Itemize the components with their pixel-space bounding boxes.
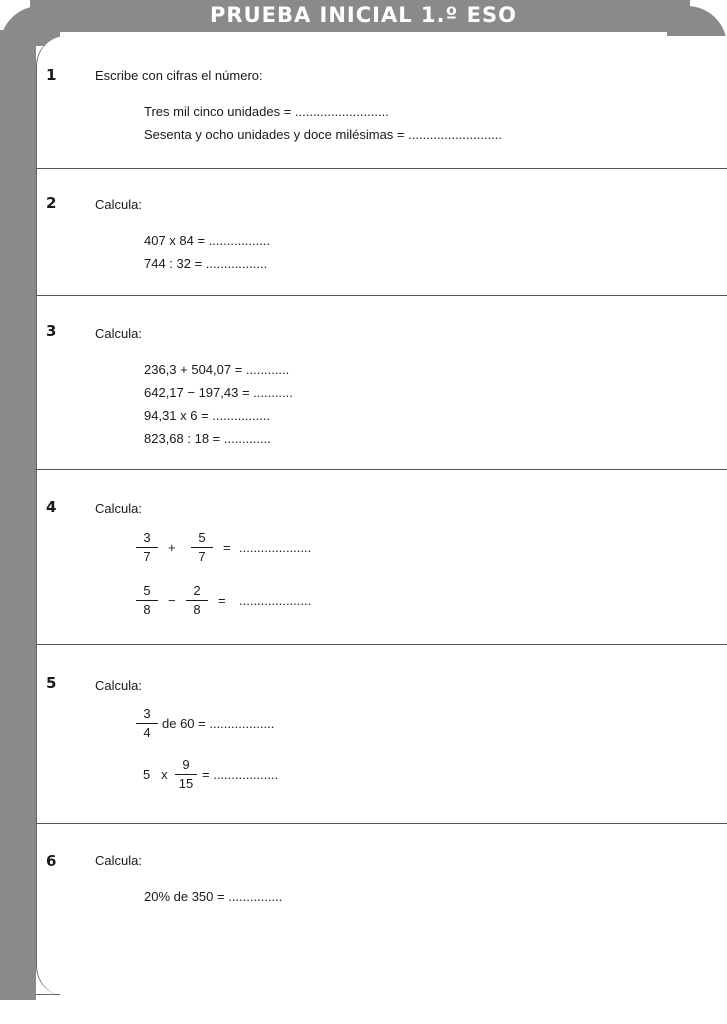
denominator: 7 <box>143 549 151 564</box>
frame-bottom-line <box>36 994 60 995</box>
answer-line: 236,3 + 504,07 = ............ <box>144 362 290 377</box>
page-title: PRUEBA INICIAL 1.º ESO <box>210 3 517 27</box>
fraction <box>136 706 158 741</box>
numerator: 9 <box>182 757 190 772</box>
numerator: 5 <box>198 530 206 545</box>
answer-line: 94,31 x 6 = ................ <box>144 408 271 423</box>
denominator: 4 <box>143 725 151 740</box>
answer-line: 407 x 84 = ................. <box>144 233 271 248</box>
fraction <box>136 530 158 565</box>
fraction-bar <box>186 600 208 601</box>
question-4 <box>36 492 727 642</box>
fraction <box>186 583 208 618</box>
question-instruction: Calcula: <box>95 678 142 693</box>
denominator: 8 <box>143 602 151 617</box>
section-divider <box>36 295 727 296</box>
denominator: 7 <box>198 549 206 564</box>
numerator: 5 <box>143 583 151 598</box>
section-divider <box>36 823 727 824</box>
question-instruction: Calcula: <box>95 853 142 868</box>
answer-line: 823,68 : 18 = ............. <box>144 431 271 446</box>
expression-lead: 5 x <box>143 767 168 782</box>
fraction <box>175 757 197 792</box>
left-frame-band <box>0 30 36 1000</box>
fraction <box>136 583 158 618</box>
numerator: 3 <box>143 706 151 721</box>
denominator: 8 <box>193 602 201 617</box>
question-number: 4 <box>46 498 57 516</box>
answer-line: 744 : 32 = ................. <box>144 256 268 271</box>
answer-blank: .................... <box>239 593 312 608</box>
question-instruction: Calcula: <box>95 501 142 516</box>
numerator: 3 <box>143 530 151 545</box>
fraction <box>191 530 213 565</box>
equals-sign: = <box>223 540 231 555</box>
expression-text: = .................. <box>202 767 279 782</box>
question-number: 3 <box>46 322 57 340</box>
question-instruction: Escribe con cifras el número: <box>95 68 263 83</box>
fraction-bar <box>136 723 158 724</box>
answer-line: 20% de 350 = ............... <box>144 889 283 904</box>
question-1 <box>36 60 727 170</box>
question-number: 2 <box>46 194 57 212</box>
question-instruction: Calcula: <box>95 326 142 341</box>
question-5 <box>36 668 727 820</box>
operator: − <box>168 593 176 608</box>
fraction-bar <box>175 774 197 775</box>
answer-line: 642,17 − 197,43 = ........... <box>144 385 293 400</box>
question-number: 5 <box>46 674 57 692</box>
denominator: 15 <box>178 776 194 791</box>
fraction-bar <box>136 547 158 548</box>
operator: + <box>168 540 176 555</box>
question-6 <box>36 846 727 966</box>
answer-line: Sesenta y ocho unidades y doce milésimas = .......................... <box>144 127 503 142</box>
equals-sign: = <box>218 593 226 608</box>
question-instruction: Calcula: <box>95 197 142 212</box>
section-divider <box>36 168 727 169</box>
fraction-bar <box>191 547 213 548</box>
fraction-bar <box>136 600 158 601</box>
question-2 <box>36 190 727 290</box>
section-divider <box>36 469 727 470</box>
answer-line: Tres mil cinco unidades = .......................... <box>144 104 389 119</box>
section-divider <box>36 644 727 645</box>
question-3 <box>36 318 727 468</box>
numerator: 2 <box>193 583 201 598</box>
answer-blank: .................... <box>239 540 312 555</box>
question-number: 1 <box>46 66 57 84</box>
question-number: 6 <box>46 852 57 870</box>
expression-text: de 60 = .................. <box>162 716 275 731</box>
